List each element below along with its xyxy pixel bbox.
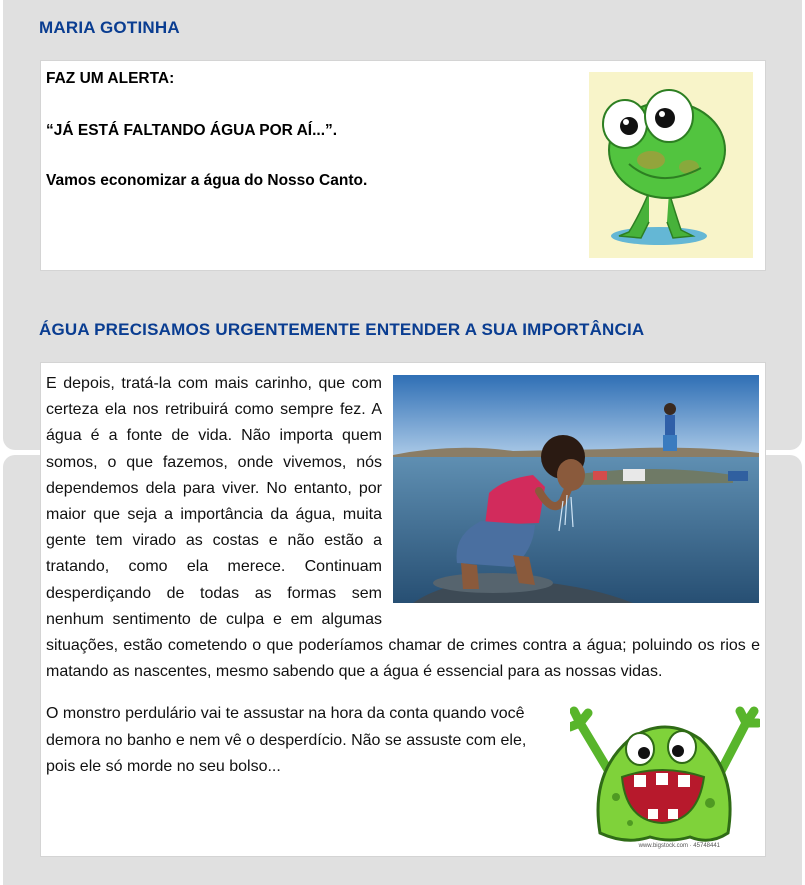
alert-line: “JÁ ESTÁ FALTANDO ÁGUA POR AÍ...”.	[46, 122, 338, 139]
girl-drinking-water-photo	[393, 375, 759, 603]
section-title-maria-gotinha: MARIA GOTINHA	[39, 18, 180, 37]
alert-line: FAZ UM ALERTA:	[46, 70, 175, 87]
article-card	[40, 362, 766, 857]
alert-line: Vamos economizar a água do Nosso Canto.	[46, 172, 368, 189]
section-title-agua: ÁGUA PRECISAMOS URGENTEMENTE ENTENDER A SUA IMPORTÂNCIA	[39, 320, 645, 339]
green-frog-icon	[589, 72, 753, 258]
article-body	[46, 371, 760, 853]
article-paragraph: O monstro perdulário vai te assustar na hora da conta quando você demora no banho e nem vê o desperdício. Não se assuste com ele, pois ele só morde no seu bolso...	[46, 705, 527, 775]
alert-card	[40, 60, 766, 271]
article-paragraph: E depois, tratá-la com mais carinho, que com certeza ela nos retribuirá como sempre fez. A água é a fonte de vida. Não importa quem somos, o que fazemos, onde vivemos, nós dependemos dela para viver. No entanto, por maior que seja a importância da água, muita gente tem virado as costas e não estão a tratando, como ela merece. Continuam desperdiçando de todas as formas sem nenhum sentimento de culpa e em algumas situações, estão cometendo o que poderíamos chamar de crimes contra a água; poluindo os rios e matando as nascentes, mesmo sabendo que a água é essencial para as nossas vidas.	[46, 375, 760, 681]
monster-watermark: www.bigstock.com · 45748441	[638, 843, 720, 850]
green-monster-icon	[570, 693, 760, 853]
